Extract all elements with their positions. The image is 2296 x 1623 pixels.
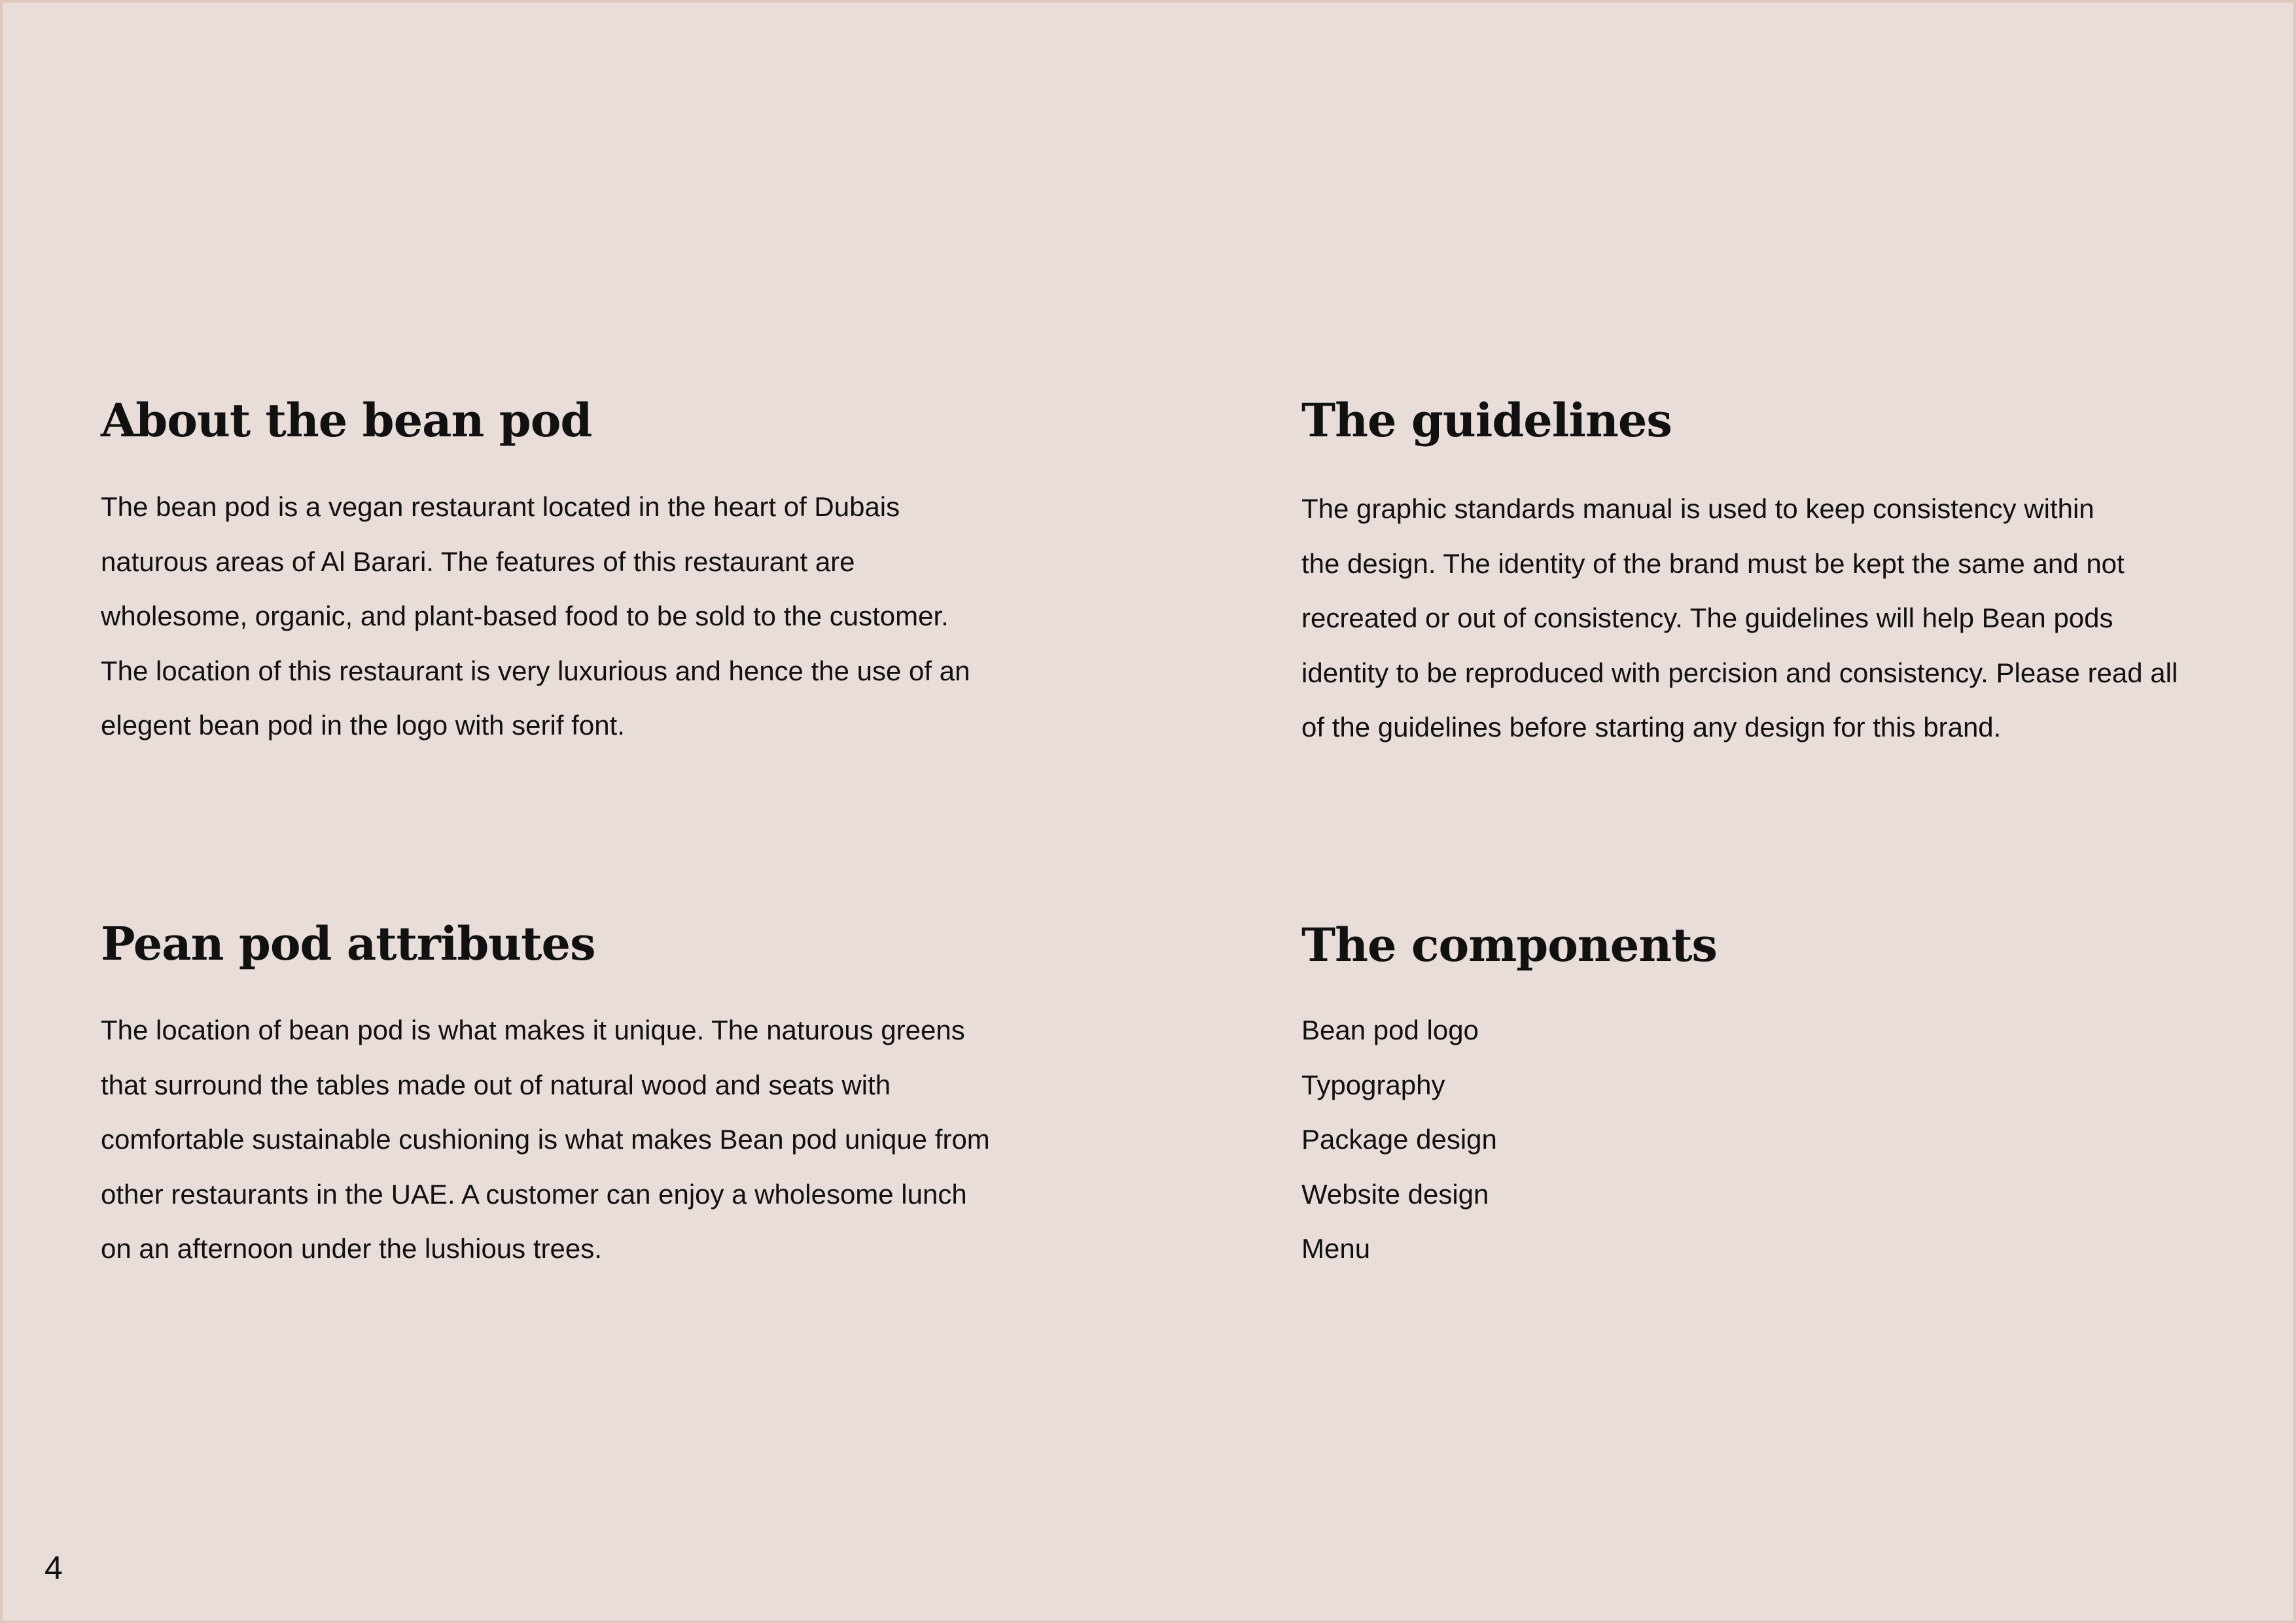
attributes-line: that surround the tables made out of natural wood and seats with [101, 1069, 891, 1100]
attributes-line: on an afternoon under the lushious trees. [101, 1233, 602, 1264]
attributes-paragraph [101, 1003, 990, 1276]
page-number: 4 [44, 1550, 63, 1586]
component-item-package-design: Package design [1301, 1124, 1497, 1155]
attributes-heading: Pean pod attributes [101, 916, 595, 971]
guidelines-paragraph [1301, 481, 2178, 755]
component-item-website-design: Website design [1301, 1178, 1489, 1210]
attributes-line: The location of bean pod is what makes it unique. The naturous greens [101, 1015, 965, 1045]
about-line: wholesome, organic, and plant-based food to be sold to the customer. [101, 601, 949, 631]
about-paragraph [101, 480, 970, 753]
guidelines-line: recreated or out of consistency. The guidelines will help Bean pods [1301, 602, 2113, 633]
guidelines-line: The graphic standards manual is used to keep consistency within [1301, 493, 2094, 524]
guidelines-heading: The guidelines [1301, 393, 1672, 447]
about-heading: About the bean pod [101, 393, 592, 447]
attributes-section [101, 918, 990, 1276]
guidelines-line: of the guidelines before starting any design for this brand. [1301, 712, 2002, 742]
about-line: elegent bean pod in the logo with serif font. [101, 710, 625, 741]
guidelines-line: identity to be reproduced with percision and consistency. Please read all [1301, 657, 2178, 688]
components-section [1301, 920, 1717, 1276]
component-item-typography: Typography [1301, 1069, 1445, 1100]
components-list [1301, 1003, 1717, 1276]
about-line: The bean pod is a vegan restaurant located in the heart of Dubais [101, 491, 900, 522]
components-heading: The components [1301, 918, 1717, 972]
about-section [101, 395, 970, 753]
about-line: The location of this restaurant is very luxurious and hence the use of an [101, 655, 970, 686]
about-line: naturous areas of Al Barari. The features of this restaurant are [101, 546, 855, 577]
component-item-logo: Bean pod logo [1301, 1015, 1479, 1045]
attributes-line: other restaurants in the UAE. A customer can enjoy a wholesome lunch [101, 1178, 967, 1210]
component-item-menu: Menu [1301, 1233, 1371, 1264]
guidelines-section [1301, 395, 2178, 755]
attributes-line: comfortable sustainable cushioning is what makes Bean pod unique from [101, 1124, 990, 1155]
guidelines-line: the design. The identity of the brand must be kept the same and not [1301, 548, 2125, 579]
